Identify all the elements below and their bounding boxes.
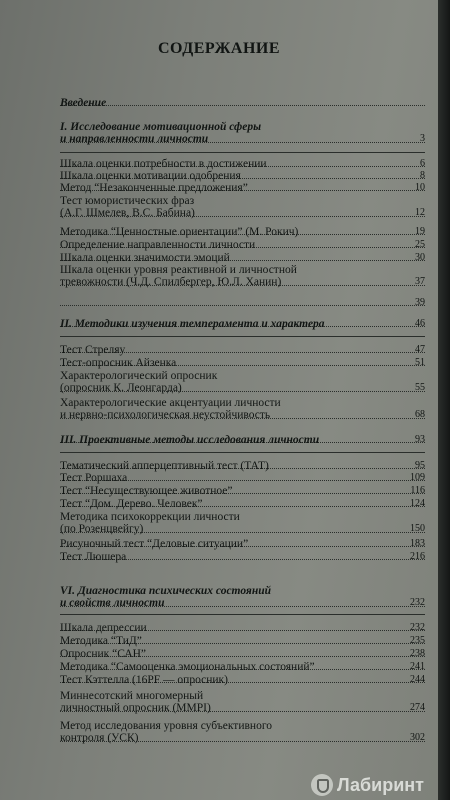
toc-item: Шкала оценки мотивации одобрения 8 xyxy=(60,170,425,182)
toc-section-4-line1: VI. Диагностика психических состояний xyxy=(60,585,272,597)
toc-intro-label: Введение xyxy=(60,97,107,109)
toc-section-3: III. Проективные методы исследования личности 93 xyxy=(60,434,425,446)
toc-item: Тест “Дом. Дерево. Человек” 124 xyxy=(60,498,425,510)
toc-item: Методика “Ценностные ориентации” (М. Рокич) 19 xyxy=(60,226,425,238)
section-divider xyxy=(60,336,425,337)
labyrinth-logo-icon xyxy=(311,774,333,796)
watermark xyxy=(311,774,424,796)
toc-item: Миннесотский многомерный личностный опросник (MMPI) 274 xyxy=(60,690,425,714)
page-title: СОДЕРЖАНИЕ xyxy=(157,40,281,57)
book-spine xyxy=(438,0,450,800)
toc-item: Шкала депрессии 232 xyxy=(60,622,425,634)
toc-tail-page: 39 xyxy=(60,297,425,309)
toc-item: Шкала оценки значимости эмоций 30 xyxy=(60,252,425,264)
section-divider xyxy=(60,152,425,153)
toc-intro xyxy=(60,97,425,109)
toc-item: Тематический апперцептивный тест (ТАТ) 95 xyxy=(60,460,425,472)
watermark-text: Лабиринт xyxy=(336,774,424,795)
toc-section-1-page: 3 xyxy=(420,133,425,144)
toc-item: Тест-опросник Айзенка 51 xyxy=(60,357,425,369)
toc-item: Методика “ТиД” 235 xyxy=(60,635,425,647)
toc-item: Тест Стреляу 47 xyxy=(60,344,425,356)
toc-item: Тест Роршаха 109 xyxy=(60,472,425,484)
toc-section-1-line1: I. Исследование мотивационной сферы xyxy=(60,121,262,133)
toc-item: Тест юмористических фраз (А.Г. Шмелев, В.С. Бабина) 12 xyxy=(60,195,425,219)
toc-item: Метод исследования уровня субъективного контроля (УСК) 302 xyxy=(60,720,425,744)
section-divider xyxy=(60,452,425,453)
toc-item: Опросник “САН” 238 xyxy=(60,648,425,660)
section-divider xyxy=(60,614,425,615)
toc-section-1 xyxy=(60,121,425,145)
toc-item: Тест “Несуществующее животное” 116 xyxy=(60,485,425,497)
toc-section-4: VI. Диагностика психических состояний и свойств личности 232 xyxy=(60,585,425,609)
toc-item: Метод “Незаконченные предложения” 10 xyxy=(60,182,425,194)
toc-section-2-title: II. Методики изучения темперамента и характера xyxy=(60,318,325,330)
toc-section-4-line2: и свойств личности xyxy=(60,597,165,609)
toc-item: Методика “Самооценка эмоциональных состояний” 241 xyxy=(60,661,425,673)
toc-item: Рисуночный тест “Деловые ситуации” 183 xyxy=(60,538,425,550)
toc-item: Тест Кэттелла (16PF — опросник) 244 xyxy=(60,674,425,686)
toc-item: Характерологический опросник (опросник К. Леонгарда) 55 xyxy=(60,370,425,394)
toc-section-1-line2: и направленности личности xyxy=(60,133,209,145)
toc-item: Шкала оценки уровня реактивной и личностной тревожности (Ч.Д. Спилбергер, Ю.Л. Ханин) 37 xyxy=(60,264,425,288)
toc-item: Характерологические акцентуации личности и нервно-психологическая неустойчивость 68 xyxy=(60,397,425,421)
toc-item: Тест Люшера 216 xyxy=(60,551,425,563)
toc-item: Методика психокоррекции личности (по Розенцвейгу) 150 xyxy=(60,511,425,535)
toc-section-3-title: III. Проективные методы исследования личности xyxy=(60,434,320,446)
toc-item: Определение направленности личности 25 xyxy=(60,239,425,251)
toc-section-2: II. Методики изучения темперамента и характера 46 xyxy=(60,318,425,330)
toc-item: Шкала оценки потребности в достижении 6 xyxy=(60,158,425,170)
